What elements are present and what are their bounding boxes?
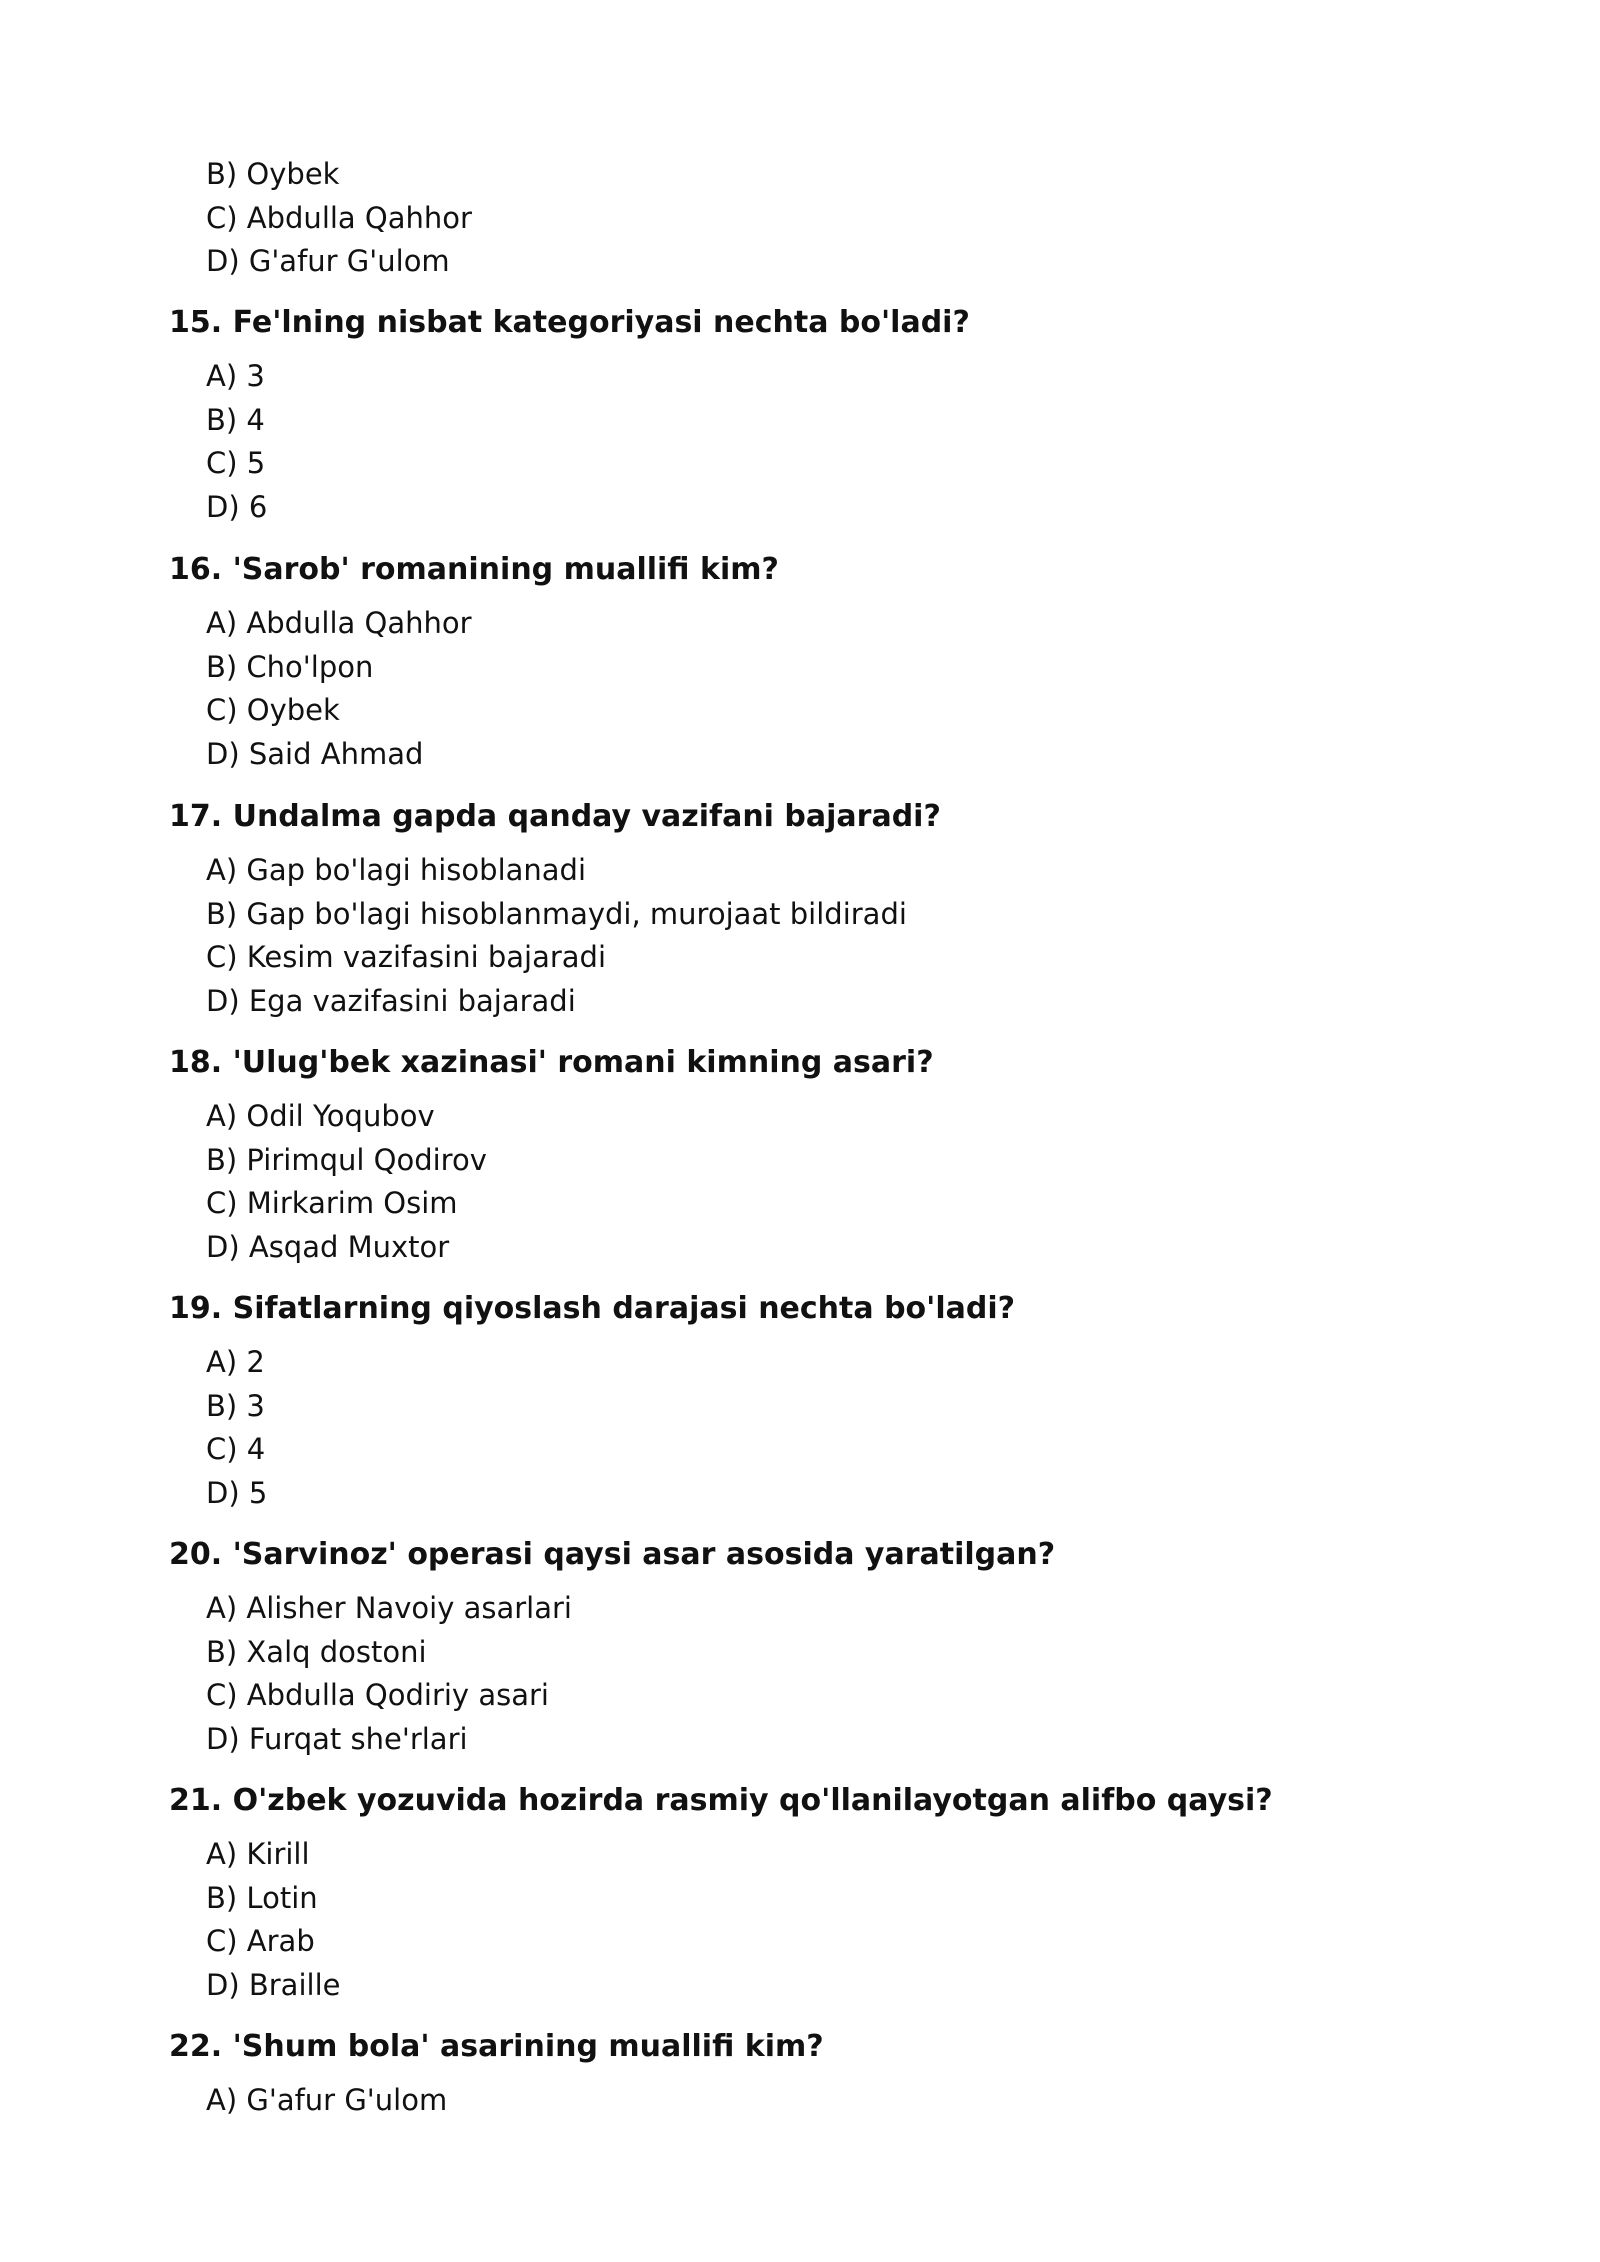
answer-option: C) Kesim vazifasini bajaradi [206, 940, 607, 974]
answer-option: D) 5 [206, 1475, 268, 1510]
answer-option: C) 4 [206, 1432, 266, 1466]
answer-option: B) 3 [206, 1388, 265, 1423]
answer-option: A) Kirill [206, 1837, 310, 1871]
question-block-19 [169, 1291, 1015, 1515]
options-list [206, 602, 779, 776]
question-block-22 [169, 2029, 824, 2123]
answer-option: D) Braille [206, 1967, 341, 2002]
answer-option: A) Gap bo'lagi hisoblanadi [206, 853, 587, 887]
answer-option: B) Oybek [206, 157, 340, 191]
answer-option: D) Ega vazifasini bajaradi [206, 983, 576, 1018]
question-block-17 [169, 799, 941, 1023]
options-list [206, 1095, 934, 1269]
answer-option: D) Said Ahmad [206, 736, 424, 771]
answer-option: D) Asqad Muxtor [206, 1229, 450, 1264]
question-block-15 [169, 305, 970, 529]
options-list [206, 1587, 1055, 1761]
answer-option: A) G'afur G'ulom [206, 2083, 448, 2117]
question-block-21 [169, 1783, 1273, 2007]
answer-option: C) Abdulla Qahhor [206, 200, 472, 235]
answer-option: C) Oybek [206, 693, 340, 727]
question-block-16 [169, 552, 779, 776]
answer-option: B) Pirimqul Qodirov [206, 1142, 487, 1177]
answer-option: A) Abdulla Qahhor [206, 606, 472, 640]
question-block-18 [169, 1045, 934, 1269]
options-list [206, 1833, 1273, 2007]
answer-option: A) 2 [206, 1345, 265, 1379]
options-list [206, 849, 941, 1023]
question-text: 18. 'Ulug'bek xazinasi' romani kimning asari? [169, 1045, 934, 1080]
answer-option: C) Mirkarim Osim [206, 1186, 458, 1220]
answer-option: D) 6 [206, 489, 268, 524]
answer-option: D) Furqat she'rlari [206, 1721, 468, 1756]
answer-option: B) Gap bo'lagi hisoblanmaydi, murojaat bildiradi [206, 896, 907, 931]
question-block-20 [169, 1537, 1055, 1761]
question-text: 22. 'Shum bola' asarining muallifi kim? [169, 2029, 824, 2064]
options-list [206, 2079, 824, 2123]
answer-option: C) Abdulla Qodiriy asari [206, 1678, 549, 1712]
answer-option: D) G'afur G'ulom [206, 244, 450, 278]
answer-option: B) Cho'lpon [206, 649, 374, 684]
answer-option: A) Alisher Navoiy asarlari [206, 1591, 572, 1625]
question-text: 15. Fe'lning nisbat kategoriyasi nechta bo'ladi? [169, 305, 970, 340]
answer-option: B) 4 [206, 402, 265, 437]
continued-options [206, 153, 472, 284]
answer-option: C) Arab [206, 1924, 315, 1958]
question-text: 17. Undalma gapda qanday vazifani bajaradi? [169, 799, 941, 834]
options-list [206, 1341, 1015, 1515]
answer-option: B) Lotin [206, 1880, 318, 1915]
question-text: 16. 'Sarob' romanining muallifi kim? [169, 552, 779, 587]
answer-option: A) Odil Yoqubov [206, 1099, 435, 1133]
question-text: 19. Sifatlarning qiyoslash darajasi nechta bo'ladi? [169, 1291, 1016, 1326]
question-text: 20. 'Sarvinoz' operasi qaysi asar asosida yaratilgan? [169, 1537, 1056, 1572]
answer-option: C) 5 [206, 446, 266, 480]
question-text: 21. O'zbek yozuvida hozirda rasmiy qo'llanilayotgan alifbo qaysi? [169, 1783, 1273, 1818]
options-list [206, 355, 970, 529]
answer-option: A) 3 [206, 359, 265, 393]
answer-option: B) Xalq dostoni [206, 1634, 427, 1669]
